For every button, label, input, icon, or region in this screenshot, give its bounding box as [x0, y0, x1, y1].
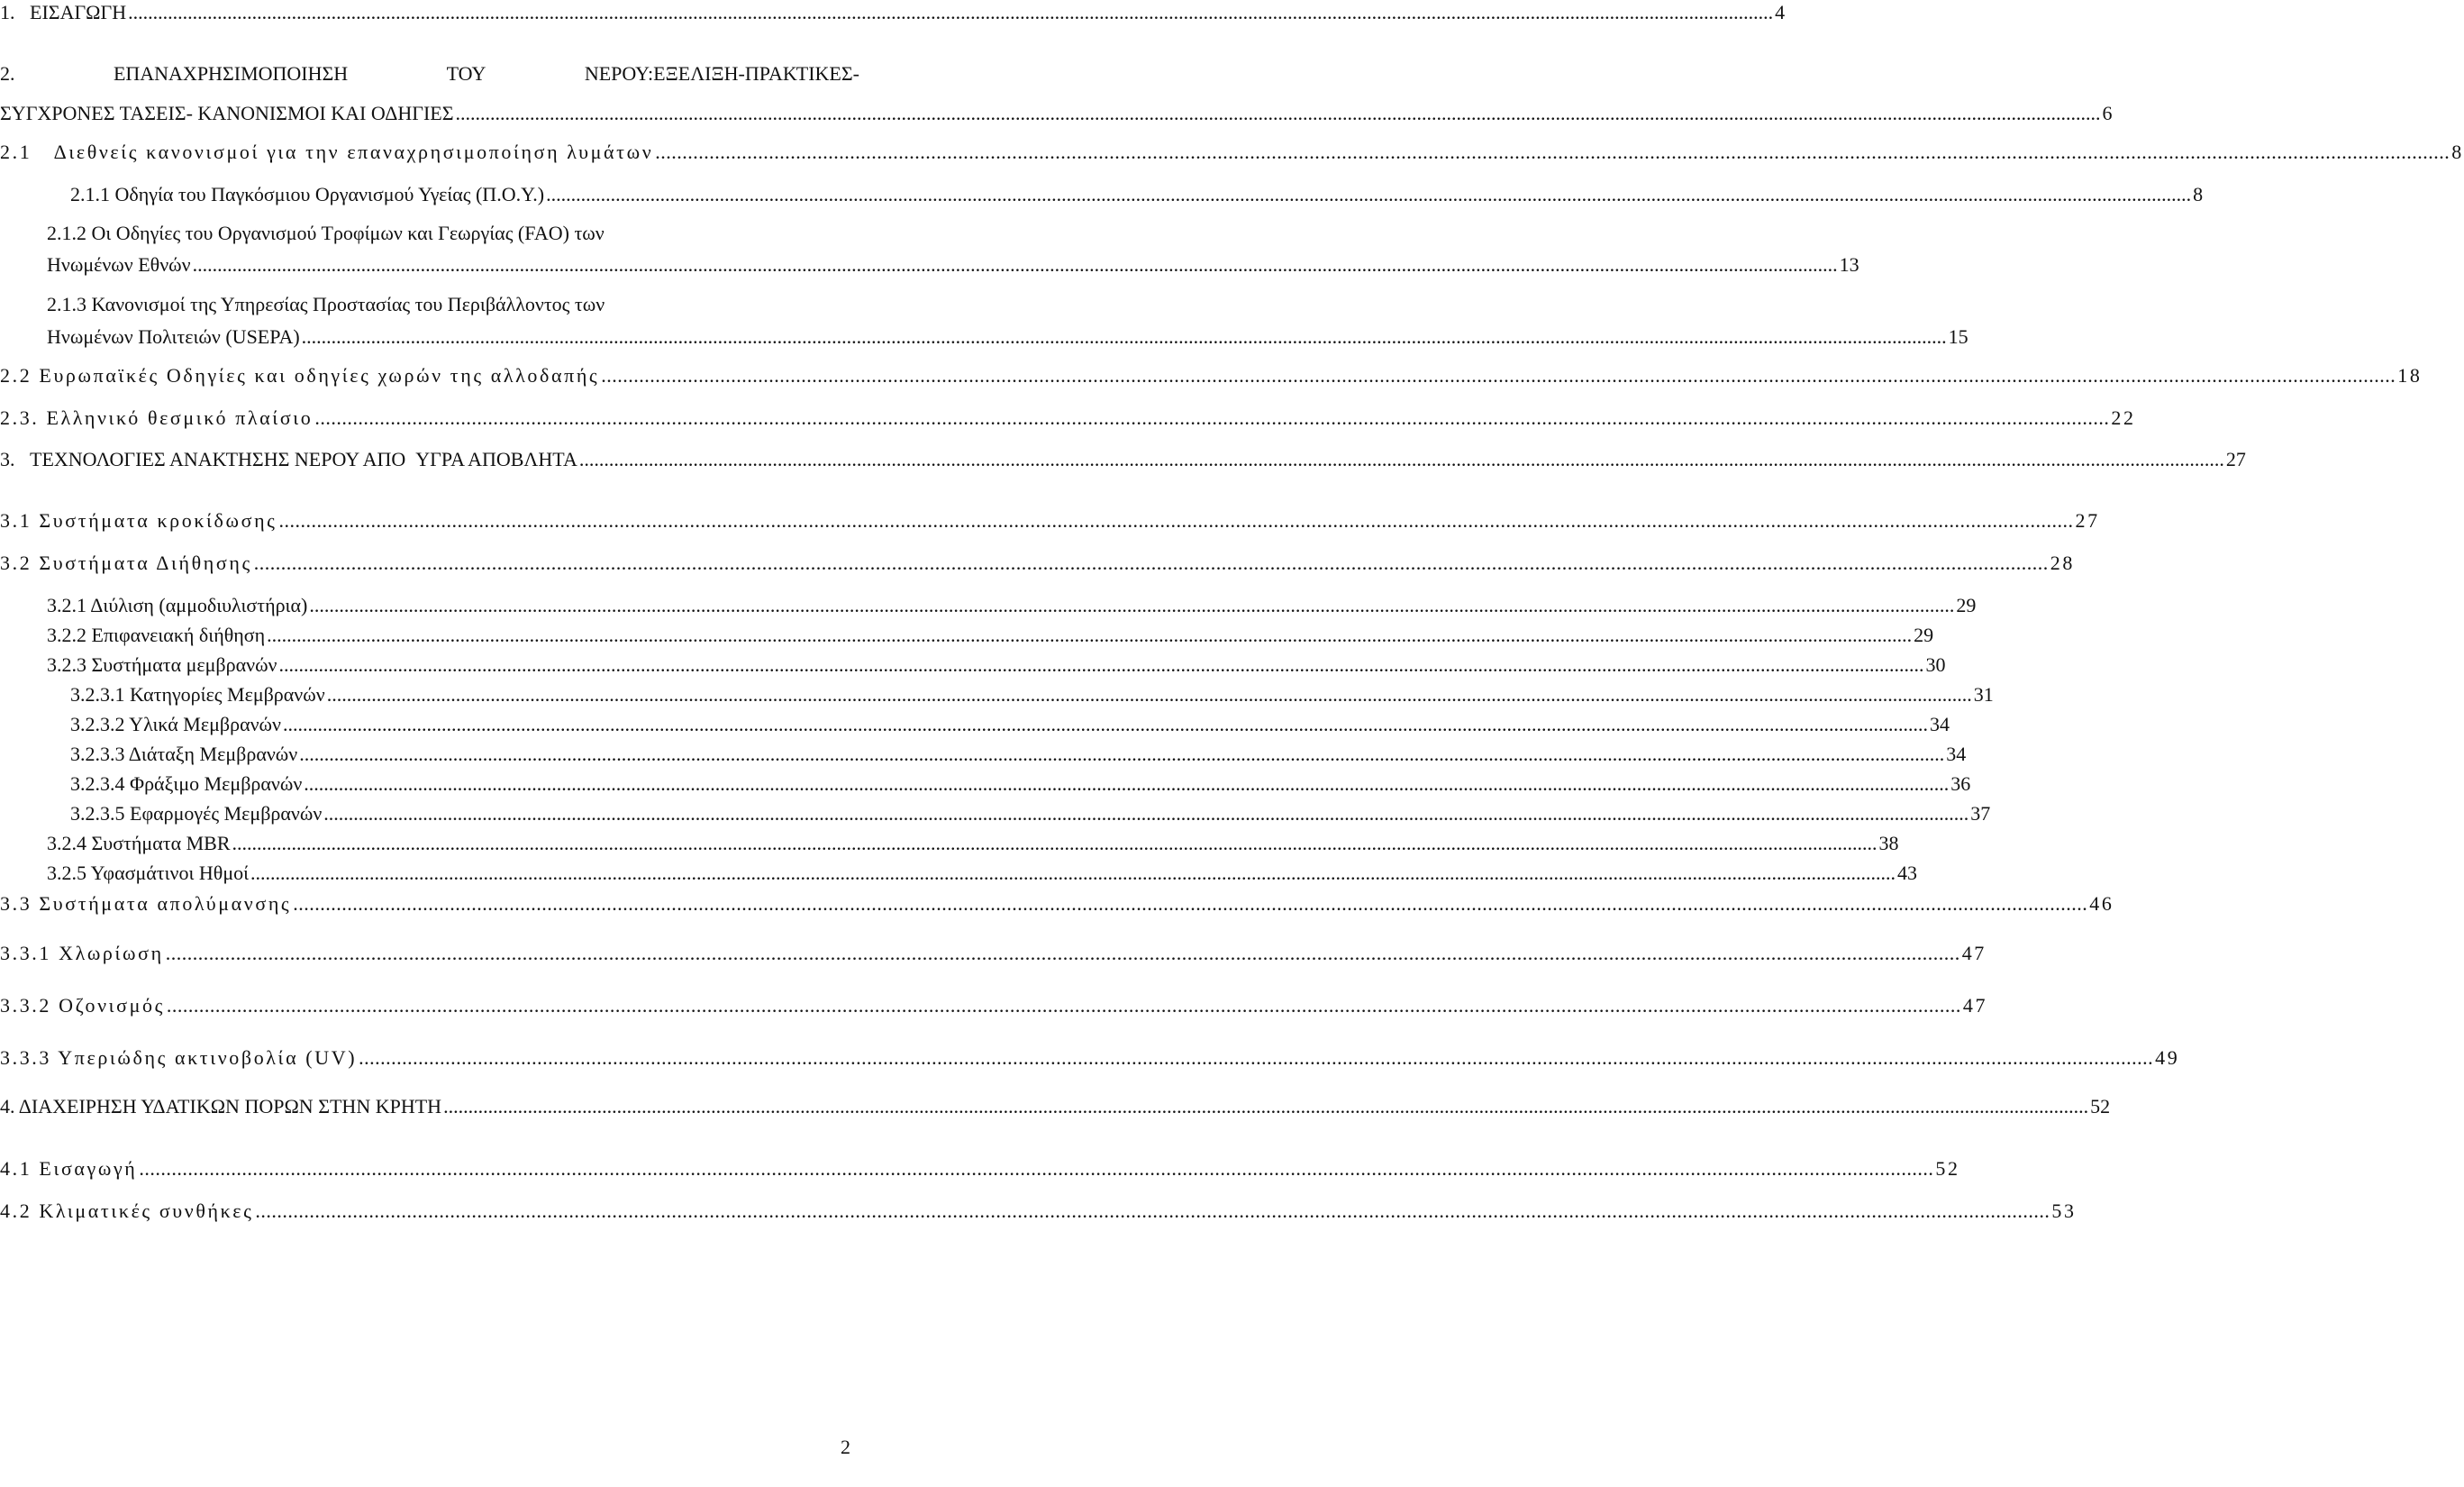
- toc-page: 31: [1973, 683, 1994, 706]
- dot-leader: [302, 324, 1947, 350]
- toc-entry-2-1[interactable]: [0, 140, 2464, 165]
- toc-page: 30: [1925, 653, 1946, 676]
- toc-title: 3.2.3.3 Διάταξη Μεμβρανών: [70, 743, 298, 765]
- toc-page: 46: [2089, 892, 2114, 915]
- toc-page: 34: [1929, 713, 1950, 735]
- toc-page: 37: [1970, 802, 1991, 825]
- toc-entry-3-3-2[interactable]: [0, 993, 1988, 1018]
- dot-leader: [166, 941, 1960, 966]
- toc-page: 13: [1839, 253, 1859, 276]
- dot-leader: [579, 447, 2224, 472]
- toc-title: 3.2 Συστήματα Διήθησης: [0, 552, 252, 574]
- toc-title: 2.2 Ευρωπαϊκές Οδηγίες και οδηγίες χωρών της αλλοδαπής: [0, 364, 600, 387]
- toc-page: 6: [2102, 102, 2113, 124]
- toc-entry-3-1[interactable]: [0, 508, 2100, 534]
- toc-page: 34: [1946, 743, 1967, 765]
- toc-entry-3-3-3[interactable]: [0, 1045, 2180, 1071]
- toc-entry-3-2-3[interactable]: [47, 652, 1946, 678]
- toc-title: 3.2.4 Συστήματα MBR: [47, 832, 231, 854]
- toc-title: 1. ΕΙΣΑΓΩΓΗ: [0, 1, 127, 23]
- toc-title: 2.1 Διεθνείς κανονισμοί για την επαναχρησιμοποίηση λυμάτων: [0, 141, 654, 163]
- toc-entry-3-2-3-4[interactable]: [70, 771, 1971, 797]
- toc-page: 8: [2451, 141, 2464, 163]
- toc-page: 38: [1878, 832, 1899, 854]
- toc-page: 52: [2090, 1095, 2111, 1118]
- dot-leader: [655, 140, 2450, 165]
- dot-leader: [327, 682, 1972, 707]
- dot-leader: [254, 551, 2049, 576]
- toc-entry-2-1-3[interactable]: [47, 324, 1968, 350]
- dot-leader: [323, 801, 1968, 826]
- toc-page: 22: [2111, 406, 2136, 429]
- toc-entry-1[interactable]: [0, 0, 1786, 25]
- dot-leader: [283, 712, 1928, 737]
- dot-leader: [255, 1199, 2050, 1224]
- dot-leader: [278, 508, 2073, 534]
- toc-entry-3-2-3-2[interactable]: [70, 712, 1950, 737]
- toc-title: ΣΥΓΧΡΟΝΕΣ ΤΑΣΕΙΣ- ΚΑΝΟΝΙΣΜΟΙ ΚΑΙ ΟΔΗΓΙΕΣ: [0, 102, 454, 124]
- toc-title: 3.2.3.5 Εφαρμογές Μεμβρανών: [70, 802, 323, 825]
- toc-entry-4-1[interactable]: [0, 1156, 1960, 1181]
- toc-title: 3.3.1 Χλωρίωση: [0, 942, 164, 964]
- toc-entry-2[interactable]: [0, 101, 2113, 126]
- toc-title: Ηνωμένων Εθνών: [47, 253, 191, 276]
- dot-leader: [193, 252, 1838, 278]
- toc-title: 3.3.2 Οζονισμός: [0, 994, 165, 1017]
- toc-page: 36: [1950, 772, 1971, 795]
- toc-entry-3-2-4[interactable]: [47, 831, 1899, 856]
- dot-leader: [267, 623, 1912, 648]
- toc-page: 28: [2050, 552, 2075, 574]
- page-number: 2: [841, 1436, 850, 1458]
- toc-entry-3-2[interactable]: [0, 551, 2075, 576]
- toc-page: 15: [1948, 325, 1968, 348]
- toc-number: 2.: [0, 62, 15, 85]
- toc-entry-3-3-1[interactable]: [0, 941, 1987, 966]
- toc-page: 43: [1897, 862, 1918, 884]
- toc-page: 53: [2051, 1200, 2077, 1222]
- toc-title: Ηνωμένων Πολιτειών (USEPA): [47, 325, 300, 348]
- toc-entry-4[interactable]: [0, 1094, 2111, 1119]
- dot-leader: [299, 742, 1944, 767]
- toc-title: 3.2.3.1 Κατηγορίες Μεμβρανών: [70, 683, 325, 706]
- toc-title: 2.1.1 Οδηγία του Παγκόσμιου Οργανισμού Υγείας (Π.Ο.Υ.): [70, 183, 545, 205]
- toc-page: 47: [1962, 994, 1988, 1017]
- dot-leader: [456, 101, 2101, 126]
- toc-entry-4-2[interactable]: [0, 1199, 2077, 1224]
- dot-leader: [359, 1045, 2153, 1071]
- toc-entry-3-2-2[interactable]: [47, 623, 1934, 648]
- toc-page: 52: [1935, 1157, 1960, 1180]
- toc-title: 3.3 Συστήματα απολύμανσης: [0, 892, 292, 915]
- toc-entry-3-2-3-5[interactable]: [70, 801, 1991, 826]
- toc-title: 3.2.1 Διύλιση (αμμοδιυλιστήρια): [47, 594, 308, 616]
- toc-title: 3.2.2 Επιφανειακή διήθηση: [47, 624, 266, 646]
- dot-leader: [309, 593, 1954, 618]
- toc-page: 27: [2225, 448, 2246, 470]
- dot-leader: [293, 891, 2087, 917]
- toc-title: 3.3.3 Υπεριώδης ακτινοβολία (UV): [0, 1046, 358, 1069]
- dot-leader: [279, 652, 1924, 678]
- toc-page: 27: [2075, 509, 2100, 532]
- toc-title: 3.1 Συστήματα κροκίδωσης: [0, 509, 277, 532]
- toc-entry-2-1-2[interactable]: [47, 252, 1859, 278]
- toc-entry-2-1-1[interactable]: [70, 182, 2204, 207]
- toc-entry-3-3[interactable]: [0, 891, 2114, 917]
- toc-entry-3-2-3-1[interactable]: [70, 682, 1994, 707]
- toc-title: 3.2.3 Συστήματα μεμβρανών: [47, 653, 277, 676]
- toc-entry-2-3[interactable]: [0, 406, 2136, 431]
- toc-title: 4.2 Κλιματικές συνθήκες: [0, 1200, 254, 1222]
- toc-title: 4.1 Εισαγωγή: [0, 1157, 138, 1180]
- toc-word: ΕΠΑΝΑΧΡΗΣΙΜΟΠΟΙΗΣΗ: [113, 62, 349, 85]
- toc-word: ΝΕΡΟΥ:ΕΞΕΛΙΞΗ-ΠΡΑΚΤΙΚΕΣ-: [584, 62, 859, 85]
- dot-leader: [304, 771, 1949, 797]
- toc-title: 2.3. Ελληνικό θεσμικό πλαίσιο: [0, 406, 314, 429]
- toc-title: 3.2.3.2 Υλικά Μεμβρανών: [70, 713, 281, 735]
- toc-title: 3.2.3.4 Φράξιμο Μεμβρανών: [70, 772, 303, 795]
- toc-entry-2-1-3-line1: 2.1.3 Κανονισμοί της Υπηρεσίας Προστασίας του Περιβάλλοντος των: [47, 293, 605, 315]
- toc-page: 18: [2397, 364, 2423, 387]
- dot-leader: [139, 1156, 1933, 1181]
- toc-entry-2-2[interactable]: [0, 363, 2423, 388]
- dot-leader: [443, 1094, 2088, 1119]
- toc-word: ΤΟΥ: [446, 62, 486, 85]
- toc-entry-2-line1[interactable]: [0, 61, 859, 87]
- toc-entry-3-2-1[interactable]: [47, 593, 1977, 618]
- dot-leader: [167, 993, 1961, 1018]
- dot-leader: [601, 363, 2396, 388]
- toc-title: 3. ΤΕΧΝΟΛΟΓΙΕΣ ΑΝΑΚΤΗΣΗΣ ΝΕΡΟΥ ΑΠΟ ΥΓΡΑ ΑΠΟΒΛΗΤΑ: [0, 448, 577, 470]
- dot-leader: [128, 0, 1773, 25]
- toc-page: 47: [1961, 942, 1987, 964]
- toc-page: 4: [1775, 1, 1786, 23]
- toc-page: 29: [1956, 594, 1977, 616]
- toc-title: 4. ΔΙΑΧΕΙΡΗΣΗ ΥΔΑΤΙΚΩΝ ΠΟΡΩΝ ΣΤΗΝ ΚΡΗΤΗ: [0, 1095, 442, 1118]
- dot-leader: [250, 861, 1896, 886]
- toc-entry-3-2-5[interactable]: [47, 861, 1918, 886]
- dot-leader: [232, 831, 1878, 856]
- dot-leader: [546, 182, 2191, 207]
- toc-entry-3[interactable]: [0, 447, 2246, 472]
- toc-page: 49: [2155, 1046, 2180, 1069]
- toc-title: 3.2.5 Υφασμάτινοι Ηθμοί: [47, 862, 250, 884]
- toc-page: 8: [2193, 183, 2204, 205]
- toc-entry-3-2-3-3[interactable]: [70, 742, 1967, 767]
- toc-entry-2-1-2-line1: 2.1.2 Οι Οδηγίες του Οργανισμού Τροφίμων και Γεωργίας (FAO) των: [47, 222, 605, 244]
- toc-page: 29: [1914, 624, 1934, 646]
- dot-leader: [314, 406, 2109, 431]
